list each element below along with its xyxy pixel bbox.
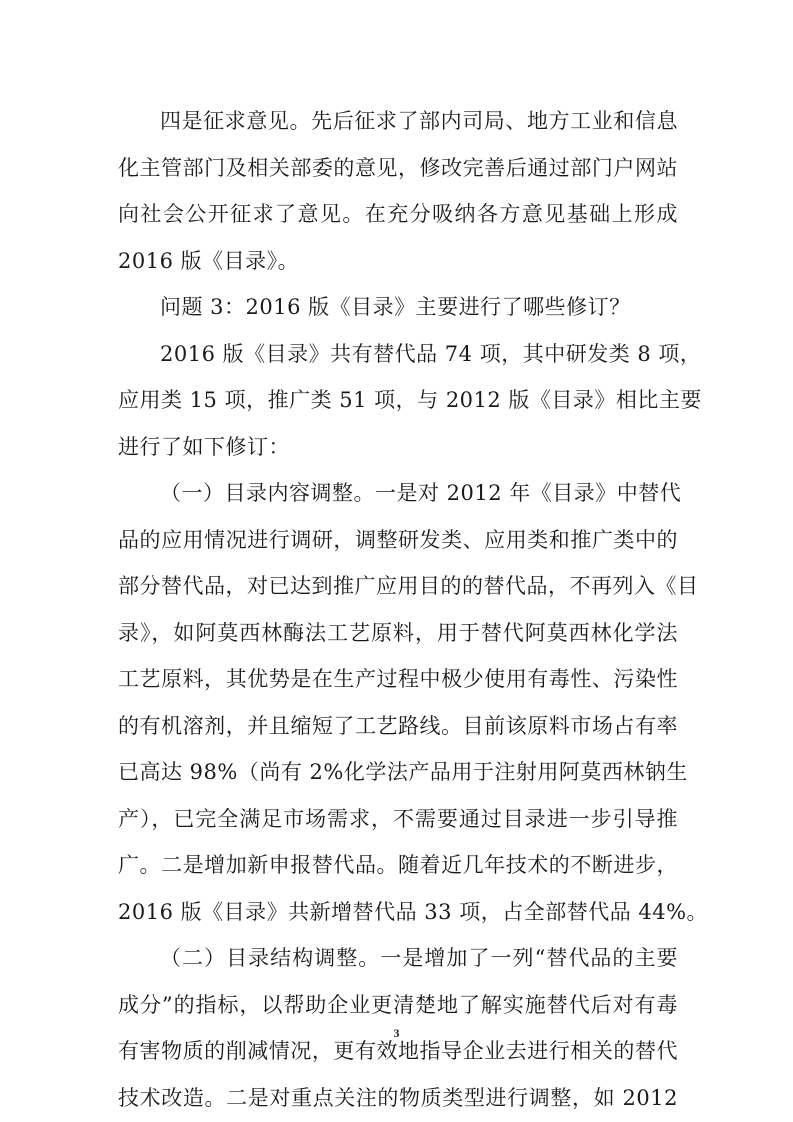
- text-line: 广。二是增加新申报替代品。随着近几年技术的不断进步，: [118, 853, 678, 877]
- text-line: 录》，如阿莫西林酶法工艺原料，用于替代阿莫西林化学法: [118, 620, 678, 645]
- text-line: 部分替代品，对已达到推广应用目的的替代品，不再列入《目: [118, 574, 699, 598]
- text-line: 应用类 15 项，推广类 51 项，与 2012 版《目录》相比主要: [118, 388, 702, 412]
- text-line: 的有机溶剂，并且缩短了工艺路线。目前该原料市场占有率: [118, 713, 678, 738]
- text-line: 2016 版《目录》共有替代品 74 项，其中研发类 8 项，: [160, 341, 702, 366]
- text-line: 已高达 98%（尚有 2%化学法产品用于注射用阿莫西林钠生: [118, 760, 688, 784]
- text-line: 2016 版《目录》共新增替代品 33 项，占全部替代品 44%。: [118, 899, 709, 924]
- text-line: 品的应用情况进行调研，调整研发类、应用类和推广类中的: [118, 527, 678, 552]
- text-line: 向社会公开征求了意见。在充分吸纳各方意见基础上形成: [118, 202, 678, 226]
- text-line: 2016 版《目录》。: [118, 248, 300, 273]
- text-line: 四是征求意见。先后征求了部内司局、地方工业和信息: [160, 109, 678, 133]
- text-line: 进行了如下修订：: [118, 434, 290, 459]
- text-line: 产），已完全满足市场需求，不需要通过目录进一步引导推: [118, 806, 678, 831]
- text-line: 成分”的指标，以帮助企业更清楚地了解实施替代后对有毒: [118, 992, 678, 1017]
- text-line: 技术改造。二是对重点关注的物质类型进行调整，如 2012: [118, 1085, 678, 1110]
- text-line: 工艺原料，其优势是在生产过程中极少使用有毒性、污染性: [118, 667, 678, 691]
- body-text: [118, 98, 709, 1121]
- text-line: 问题 3：2016 版《目录》主要进行了哪些修订？: [160, 295, 631, 319]
- text-line: （一）目录内容调整。一是对 2012 年《目录》中替代: [160, 481, 682, 505]
- text-line: 有害物质的削减情况，更有效地指导企业去进行相关的替代: [118, 1039, 678, 1063]
- page-number: 3: [393, 1026, 400, 1040]
- text-line: 化主管部门及相关部委的意见，修改完善后通过部门户网站: [118, 155, 678, 180]
- text-line: （二）目录结构调整。一是增加了一列“替代品的主要: [160, 946, 678, 970]
